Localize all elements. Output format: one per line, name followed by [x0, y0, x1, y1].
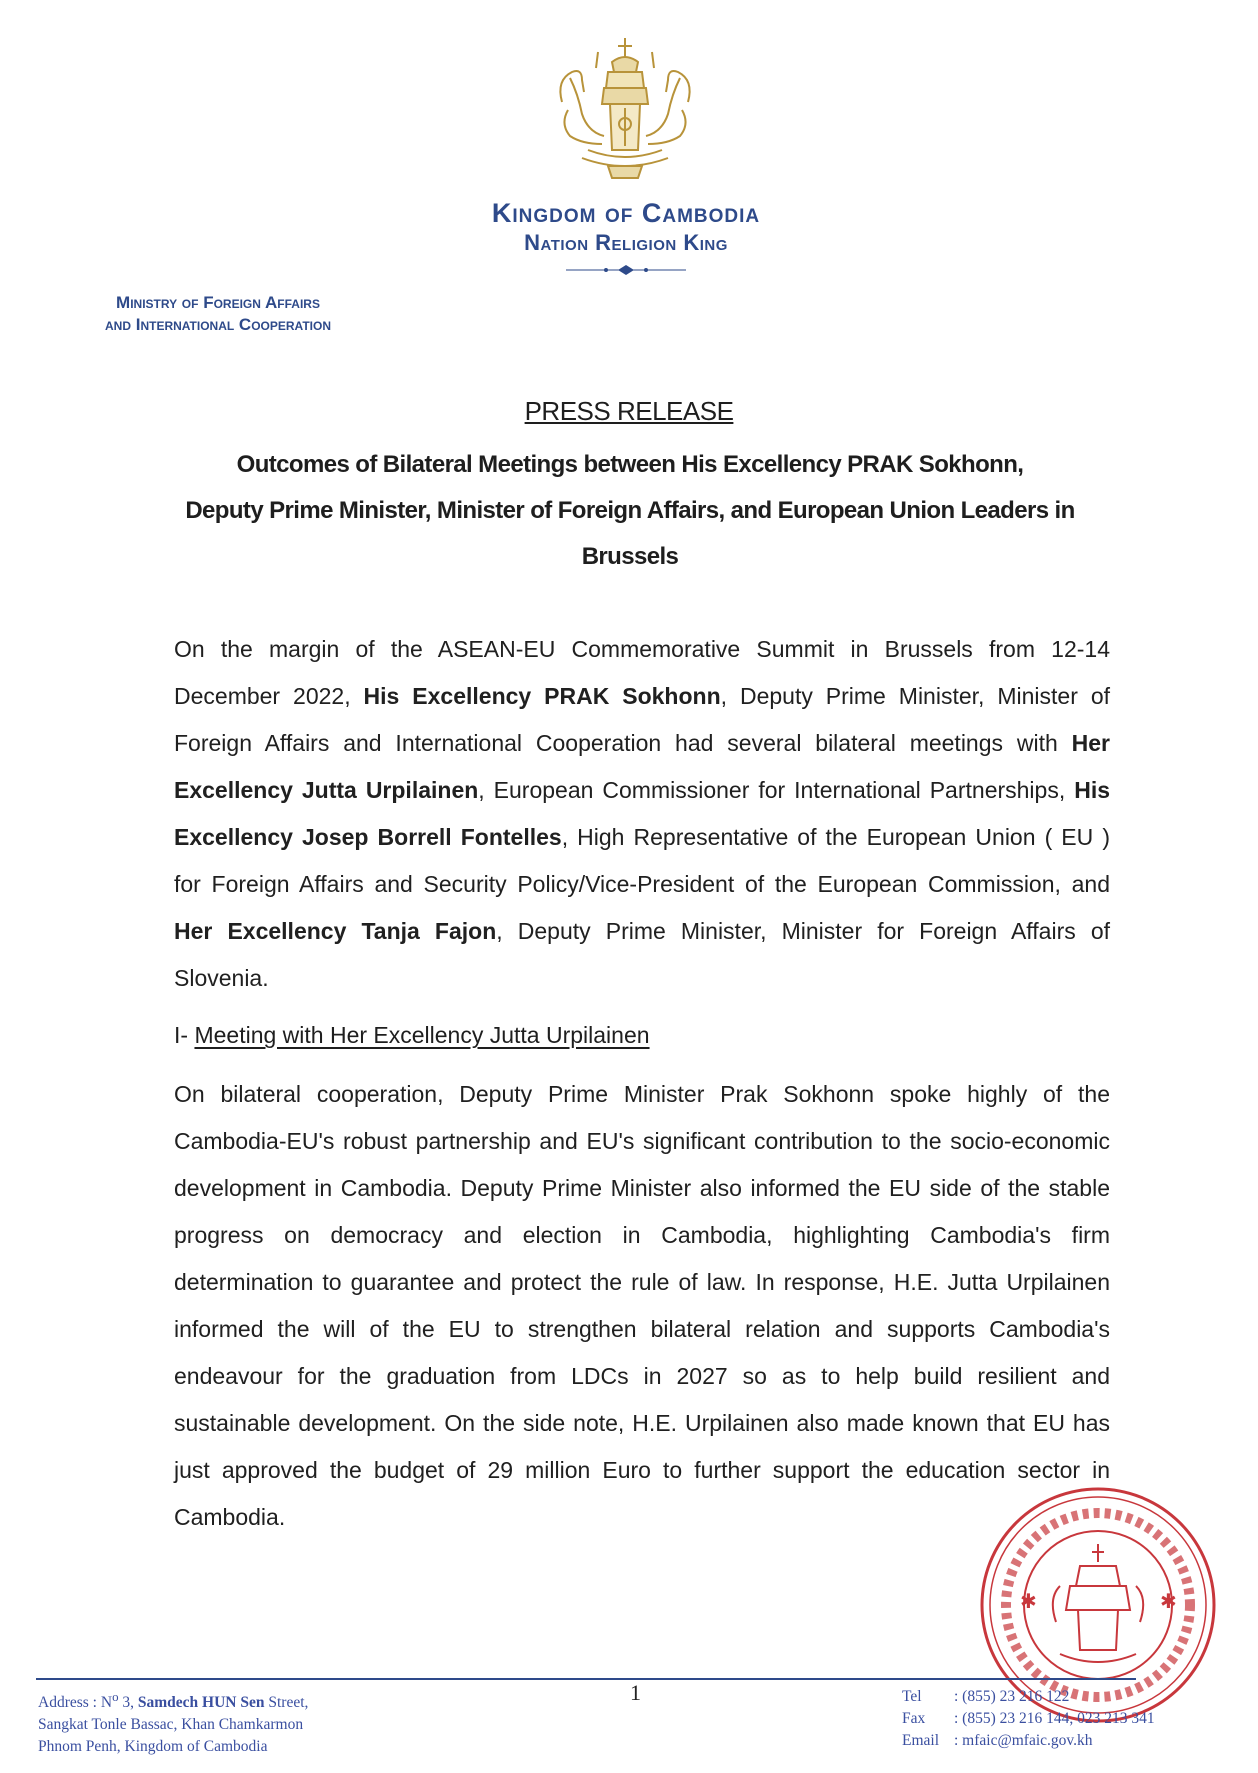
email-value: : mfaic@mfaic.gov.kh: [954, 1732, 1093, 1749]
address-label: Address : N: [38, 1694, 113, 1712]
intro-text-2: , Deputy Prime Minister, Minister of Foreign Affairs and International Cooperation had several bilateral meetings with: [174, 683, 1110, 756]
ornament-divider-icon: [566, 264, 686, 276]
page-number: 1: [630, 1680, 641, 1705]
footer-contact: [902, 1686, 1155, 1752]
section-1-prefix: I-: [174, 1022, 195, 1048]
intro-text-3: , European Commissioner for International Partnerships,: [478, 777, 1075, 803]
contact-email: [902, 1730, 1155, 1752]
address-superscript: o: [112, 1689, 119, 1704]
document-label: PRESS RELEASE: [524, 396, 734, 426]
address-line-1: [38, 1686, 308, 1714]
tel-value: : (855) 23 216 122: [954, 1688, 1070, 1705]
ministry-line-2: and International Cooperation: [105, 315, 331, 334]
title-line-2: Deputy Prime Minister, Minister of Foreign Affairs, and European Union Leaders in: [185, 497, 1075, 524]
contact-tel: [902, 1686, 1155, 1708]
section-1-title: Meeting with Her Excellency Jutta Urpilainen: [194, 1022, 650, 1048]
intro-name-prak-sokhonn: His Excellency PRAK Sokhonn: [363, 683, 721, 709]
document-title: [150, 442, 1110, 580]
intro-text-5: , Deputy Prime Minister, Minister for Foreign Affairs of Slovenia.: [174, 918, 1111, 991]
country-name: Kingdom of Cambodia: [491, 198, 761, 228]
ministry-line-1: Ministry of Foreign Affairs: [116, 293, 320, 312]
contact-fax: [902, 1708, 1155, 1730]
intro-text-1: On the margin of the ASEAN-EU Commemorative Summit in Brussels from 12-14 December 2022,: [174, 636, 1110, 709]
intro-text-4: , High Representative of the European Union ( EU ) for Foreign Affairs and Security Policy/Vice-President of the European Commission, and: [174, 824, 1110, 897]
title-line-3: Brussels: [581, 543, 679, 570]
svg-text:✱: ✱: [1020, 1589, 1037, 1613]
svg-text:✱: ✱: [1160, 1589, 1177, 1613]
address-street-suffix: Street,: [264, 1694, 309, 1712]
royal-crest-icon: [548, 32, 702, 184]
address-line-2: Sangkat Tonle Bassac, Khan Chamkarmon: [38, 1716, 304, 1734]
section-1-paragraph: On bilateral cooperation, Deputy Prime Minister Prak Sokhonn spoke highly of the Cambodia-EU's robust partnership and EU's significant contribution to the socio-economic development in Cambodia. Deputy Prime Minister also informed the EU side of the stable progress on democracy and election in Cambodia, highlighting Cambodia's firm determination to guarantee and protect the rule of law. In response, H.E. Jutta Urpilainen informed the will of the EU to strengthen bilateral relation and supports Cambodia's endeavour for the graduation from LDCs in 2027 so as to help build resilient and sustainable development. On the side note, H.E. Urpilainen also made known that EU has just approved the budget of 29 million Euro to further support the education sector in Cambodia.: [174, 1081, 1110, 1530]
email-label: Email: [902, 1732, 940, 1749]
intro-name-tanja-fajon: Her Excellency Tanja Fajon: [174, 918, 497, 944]
fax-label: Fax: [902, 1710, 926, 1727]
intro-name-josep-borrell: His Excellency Josep Borrell Fontelles: [174, 777, 1110, 850]
address-number: 3,: [118, 1694, 138, 1712]
address-street-name: Samdech HUN Sen: [137, 1694, 265, 1712]
tel-label: Tel: [902, 1688, 922, 1705]
title-line-1: Outcomes of Bilateral Meetings between His Excellency PRAK Sokhonn,: [236, 451, 1024, 478]
section-1-heading: [174, 1012, 650, 1059]
address-line-3: Phnom Penh, Kingdom of Cambodia: [38, 1738, 268, 1756]
intro-paragraph: [174, 626, 1110, 1002]
national-motto: Nation Religion King: [524, 230, 728, 255]
fax-value: : (855) 23 216 144, 023 213 341: [954, 1710, 1155, 1727]
ministry-name: [38, 292, 398, 336]
footer-rule: [36, 1678, 1136, 1680]
intro-name-jutta-urpilainen: Her Excellency Jutta Urpilainen: [174, 730, 1110, 803]
footer-address: [38, 1686, 308, 1758]
